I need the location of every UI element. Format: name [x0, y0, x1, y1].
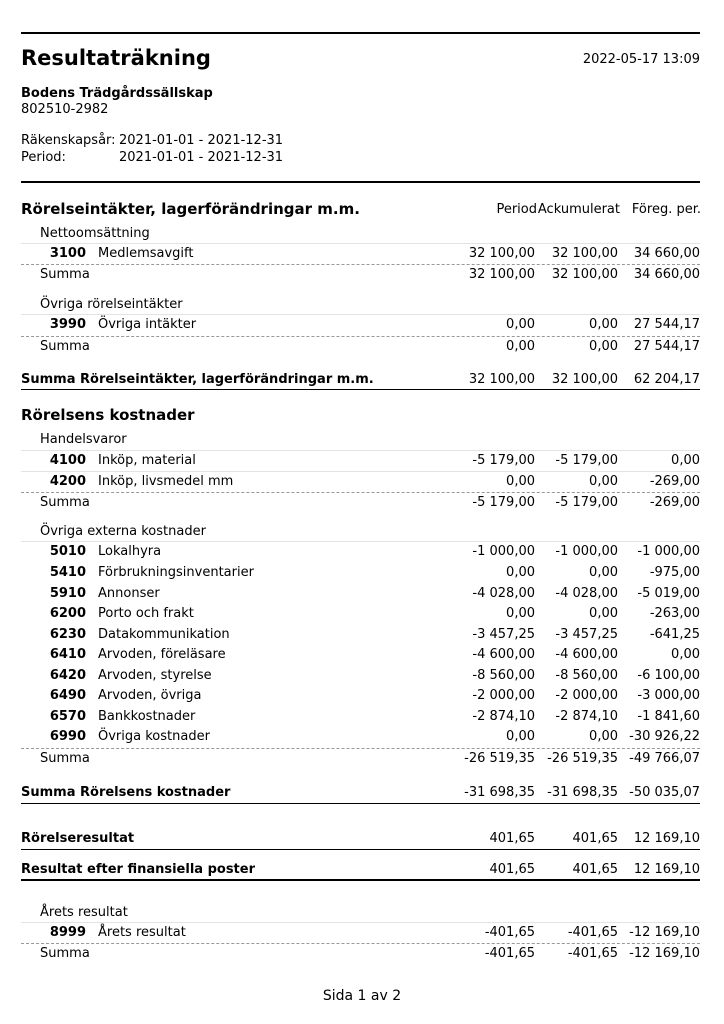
financial-result-row: [21, 860, 700, 880]
account-name: Annonser: [98, 586, 160, 601]
account-name: Inköp, livsmedel mm: [98, 474, 234, 489]
account-row: [21, 604, 700, 624]
account-name: Datakommunikation: [98, 627, 230, 642]
account-number: 6490: [49, 688, 86, 703]
value-accumulated: 0,00: [589, 474, 618, 489]
fiscal-year-label: Räkenskapsår:: [21, 133, 116, 148]
value-previous: -975,00: [649, 565, 700, 580]
account-number: 3100: [49, 246, 86, 261]
account-name: Bankkostnader: [98, 709, 196, 724]
subtotal-row: [21, 749, 700, 769]
value-previous: -5 019,00: [637, 586, 700, 601]
value-previous: 34 660,00: [633, 267, 700, 282]
value-accumulated: -401,65: [567, 925, 618, 940]
value-accumulated: 0,00: [589, 339, 618, 354]
value-accumulated: -8 560,00: [555, 668, 618, 683]
group-title: Handelsvaror: [40, 432, 127, 447]
value-period: 32 100,00: [468, 246, 535, 261]
account-number: 5010: [49, 544, 86, 559]
value-period: -5 179,00: [472, 495, 535, 510]
value-accumulated: -3 457,25: [555, 627, 618, 642]
operating-result-row: [21, 829, 700, 849]
value-accumulated: -4 028,00: [555, 586, 618, 601]
print-datetime: 2022-05-17 13:09: [582, 52, 700, 67]
subtotal-label: Summa: [40, 267, 90, 282]
account-number: 6410: [49, 647, 86, 662]
value-period: 32 100,00: [468, 372, 535, 387]
account-row: [21, 645, 700, 665]
account-row: [21, 584, 700, 604]
account-number: 6570: [49, 709, 86, 724]
value-accumulated: 401,65: [572, 862, 618, 877]
account-name: Medlemsavgift: [98, 246, 194, 261]
section-total-row: [21, 370, 700, 390]
account-name: Inköp, material: [98, 453, 196, 468]
account-name: Övriga kostnader: [98, 729, 210, 744]
value-accumulated: -2 874,10: [555, 709, 618, 724]
value-period: -401,65: [484, 925, 535, 940]
value-period: -3 457,25: [472, 627, 535, 642]
account-row: [21, 686, 700, 706]
subtotal-row: [21, 944, 700, 964]
group-title: Nettoomsättning: [40, 226, 150, 241]
account-row: [21, 563, 700, 583]
account-name: Övriga intäkter: [98, 317, 197, 332]
top-rule: [21, 32, 700, 34]
value-accumulated: -5 179,00: [555, 453, 618, 468]
value-previous: 12 169,10: [633, 831, 700, 846]
account-row: [21, 244, 700, 264]
group-title: Årets resultat: [40, 905, 128, 920]
value-accumulated: -2 000,00: [555, 688, 618, 703]
account-number: 6990: [49, 729, 86, 744]
financial-result-label: Resultat efter finansiella poster: [21, 862, 255, 877]
account-number: 5410: [49, 565, 86, 580]
period-label: Period:: [21, 150, 66, 165]
value-period: -8 560,00: [472, 668, 535, 683]
value-previous: -50 035,07: [629, 785, 700, 800]
value-previous: -6 100,00: [637, 668, 700, 683]
value-previous: -269,00: [649, 474, 700, 489]
account-row: [21, 625, 700, 645]
value-accumulated: -1 000,00: [555, 544, 618, 559]
value-period: 0,00: [506, 565, 535, 580]
value-period: -401,65: [484, 946, 535, 961]
value-accumulated: 401,65: [572, 831, 618, 846]
account-number: 5910: [49, 586, 86, 601]
group-title: Övriga rörelseintäkter: [40, 297, 183, 312]
account-name: Porto och frakt: [98, 606, 194, 621]
account-number: 6420: [49, 668, 86, 683]
value-accumulated: 0,00: [589, 606, 618, 621]
value-period: -1 000,00: [472, 544, 535, 559]
value-previous: 0,00: [671, 453, 700, 468]
value-period: -4 028,00: [472, 586, 535, 601]
value-previous: -12 169,10: [629, 925, 700, 940]
period-value: 2021-01-01 - 2021-12-31: [119, 150, 284, 165]
value-period: -5 179,00: [472, 453, 535, 468]
section-total-row: [21, 783, 700, 803]
value-previous: 27 544,17: [633, 339, 700, 354]
section-total-label: Summa Rörelseintäkter, lagerförändringar m.m.: [21, 372, 374, 387]
value-previous: -1 000,00: [637, 544, 700, 559]
value-period: -31 698,35: [464, 785, 535, 800]
value-previous: 62 204,17: [633, 372, 700, 387]
value-accumulated: -26 519,35: [547, 751, 618, 766]
value-accumulated: -401,65: [567, 946, 618, 961]
value-period: 401,65: [489, 862, 535, 877]
account-row: [21, 472, 700, 492]
account-row: [21, 707, 700, 727]
value-previous: 0,00: [671, 647, 700, 662]
account-number: 4200: [49, 474, 86, 489]
result-rule: [21, 879, 700, 881]
value-previous: -3 000,00: [637, 688, 700, 703]
subtotal-label: Summa: [40, 946, 90, 961]
account-name: Lokalhyra: [98, 544, 162, 559]
header-rule: [21, 181, 700, 183]
section-total-label: Summa Rörelsens kostnader: [21, 785, 231, 800]
value-period: 0,00: [506, 606, 535, 621]
value-accumulated: 32 100,00: [551, 372, 618, 387]
account-number: 3990: [49, 317, 86, 332]
value-previous: -1 841,60: [637, 709, 700, 724]
value-accumulated: -4 600,00: [555, 647, 618, 662]
account-number: 6230: [49, 627, 86, 642]
value-accumulated: -5 179,00: [555, 495, 618, 510]
value-period: -26 519,35: [464, 751, 535, 766]
operating-result-label: Rörelseresultat: [21, 831, 135, 846]
fiscal-year-value: 2021-01-01 - 2021-12-31: [119, 133, 284, 148]
value-previous: 12 169,10: [633, 862, 700, 877]
subtotal-label: Summa: [40, 339, 90, 354]
value-previous: -49 766,07: [629, 751, 700, 766]
total-rule: [21, 389, 700, 390]
subtotal-label: Summa: [40, 495, 90, 510]
group-title: Övriga externa kostnader: [40, 524, 206, 539]
subtotal-row: [21, 493, 700, 513]
account-row: [21, 315, 700, 335]
value-period: -4 600,00: [472, 647, 535, 662]
subtotal-row: [21, 265, 700, 285]
value-previous: 27 544,17: [633, 317, 700, 332]
account-row: [21, 451, 700, 471]
subtotal-label: Summa: [40, 751, 90, 766]
value-period: 0,00: [506, 474, 535, 489]
value-period: 0,00: [506, 729, 535, 744]
company-name: Bodens Trädgårdssällskap: [21, 86, 213, 101]
account-row: [21, 666, 700, 686]
column-header-previous: Föreg. per.: [631, 202, 701, 217]
account-name: Förbrukningsinventarier: [98, 565, 254, 580]
subtotal-row: [21, 337, 700, 357]
column-header-accumulated: Ackumulerat: [537, 202, 620, 217]
value-previous: -641,25: [649, 627, 700, 642]
value-period: 0,00: [506, 339, 535, 354]
section-title-revenue: Rörelseintäkter, lagerförändringar m.m.: [21, 200, 360, 218]
org-number: 802510-2982: [21, 102, 109, 117]
value-period: 32 100,00: [468, 267, 535, 282]
value-period: 0,00: [506, 317, 535, 332]
value-previous: 34 660,00: [633, 246, 700, 261]
total-rule: [21, 803, 700, 804]
page-title: Resultaträkning: [21, 46, 211, 70]
value-accumulated: -31 698,35: [547, 785, 618, 800]
value-accumulated: 0,00: [589, 317, 618, 332]
total-rule: [21, 849, 700, 850]
value-period: -2 874,10: [472, 709, 535, 724]
account-row: [21, 923, 700, 943]
account-name: Arvoden, styrelse: [98, 668, 212, 683]
value-previous: -12 169,10: [629, 946, 700, 961]
value-accumulated: 32 100,00: [551, 267, 618, 282]
account-name: Årets resultat: [98, 925, 186, 940]
value-accumulated: 0,00: [589, 565, 618, 580]
account-name: Arvoden, föreläsare: [98, 647, 226, 662]
value-previous: -263,00: [649, 606, 700, 621]
account-number: 6200: [49, 606, 86, 621]
section-title-costs: Rörelsens kostnader: [21, 406, 195, 424]
value-previous: -269,00: [649, 495, 700, 510]
account-number: 8999: [49, 925, 86, 940]
value-accumulated: 32 100,00: [551, 246, 618, 261]
value-accumulated: 0,00: [589, 729, 618, 744]
value-period: 401,65: [489, 831, 535, 846]
account-number: 4100: [49, 453, 86, 468]
value-previous: -30 926,22: [629, 729, 700, 744]
column-header-period: Period: [496, 202, 537, 217]
account-name: Arvoden, övriga: [98, 688, 202, 703]
account-row: [21, 542, 700, 562]
value-period: -2 000,00: [472, 688, 535, 703]
page-footer: Sida 1 av 2: [322, 988, 402, 1004]
account-row: [21, 727, 700, 747]
